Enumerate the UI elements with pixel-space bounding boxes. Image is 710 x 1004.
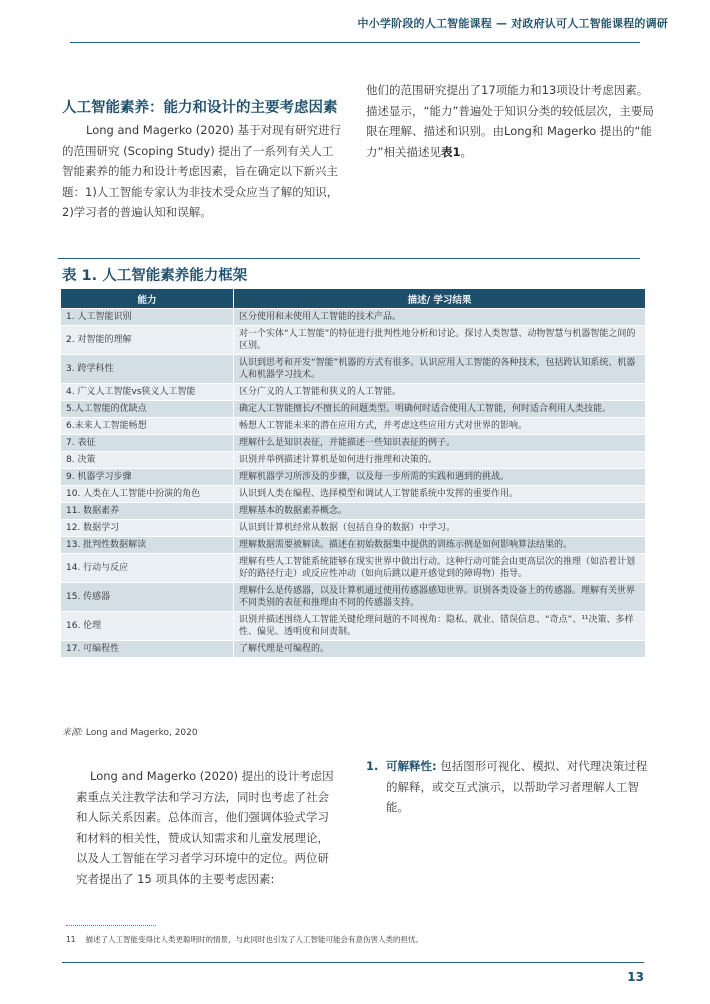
description-cell: 理解数据需要被解读。描述在初始数据集中提供的训练示例是如何影响算法结果的。: [234, 537, 646, 554]
description-cell: 理解什么是传感器，以及计算机通过使用传感器感知世界。识别各类设备上的传感器。理解有关世界不同类别的表征和推理由不同的传感器支持。: [234, 583, 646, 612]
design-paragraph: Long and Magerko (2020) 提出的设计考虑因素重点关注教学法和学习方法，同时也考虑了社会和人际关系因素。总体而言，他们强调体验式学习和材料的相关性，赞成认知需求和儿童发展理论，以及人工智能在学习者学习环境中的定位。两位研究者提出了 15 项具体的主要考虑因素:: [76, 769, 334, 886]
table-row: [61, 503, 646, 520]
source-label: 来源:: [62, 728, 84, 738]
competency-cell: 9. 机器学习步骤: [61, 469, 234, 486]
table-row: [61, 537, 646, 554]
list-item-number: 1.: [366, 759, 379, 773]
list-item: [366, 756, 656, 818]
description-cell: 认识到计算机经常从数据（包括自身的数据）中学习。: [234, 520, 646, 537]
footer-rule: [62, 962, 644, 963]
table-row: [61, 520, 646, 537]
competency-cell: 11. 数据素养: [61, 503, 234, 520]
competency-cell: 3. 跨学科性: [61, 355, 234, 384]
table-row: [61, 355, 646, 384]
table-header-row: [61, 289, 646, 309]
competency-cell: 6.未来人工智能畅想: [61, 418, 234, 435]
competency-cell: 1. 人工智能识别: [61, 309, 234, 326]
table-row: [61, 583, 646, 612]
running-header: 中小学阶段的人工智能课程 — 对政府认可人工智能课程的调研: [357, 17, 668, 30]
description-cell: 认识到思考和开发“智能”机器的方式有很多。认识应用人工智能的各种技术，包括跨认知系统、机器人和机器学习技术。: [234, 355, 646, 384]
table-row: [61, 486, 646, 503]
competency-cell: 7. 表征: [61, 435, 234, 452]
description-cell: 理解基本的数据素养概念。: [234, 503, 646, 520]
table-row: [61, 435, 646, 452]
competency-cell: 13. 批判性数据解读: [61, 537, 234, 554]
table-row: [61, 418, 646, 435]
description-cell: 理解机器学习所涉及的步骤，以及每一步所需的实践和遇到的挑战。: [234, 469, 646, 486]
competency-cell: 17. 可编程性: [61, 641, 234, 658]
description-cell: 区分使用和未使用人工智能的技术产品。: [234, 309, 646, 326]
competency-table: [60, 288, 646, 658]
description-cell: 对一个实体“人工智能”的特征进行批判性地分析和讨论。探讨人类智慧、动物智慧与机器智能之间的区别。: [234, 326, 646, 355]
competency-cell: 15. 传感器: [61, 583, 234, 612]
competency-cell: 5.人工智能的优缺点: [61, 401, 234, 418]
table-row: [61, 554, 646, 583]
header-description: 描述/ 学习结果: [234, 289, 646, 309]
table-row: [61, 384, 646, 401]
page-number: 13: [627, 970, 644, 984]
table-row: [61, 309, 646, 326]
table-title: 表 1. 人工智能素养能力框架: [62, 268, 248, 284]
list-item-title: 可解释性:: [386, 759, 437, 773]
competency-cell: 4. 广义人工智能vs狭义人工智能: [61, 384, 234, 401]
section-title: 人工智能素养：能力和设计的主要考虑因素: [62, 100, 338, 116]
table-row: [61, 401, 646, 418]
table-row: [61, 469, 646, 486]
competency-cell: 2. 对智能的理解: [61, 326, 234, 355]
competency-cell: 8. 决策: [61, 452, 234, 469]
footnote-text: 描述了人工智能变得比人类更聪明时的情景，与此同时也引发了人工智能可能会有意伤害人类的担忧。: [85, 935, 424, 944]
footnote-number: 11: [66, 935, 76, 944]
list-item-text: 包括图形可视化、模拟、对代理决策过程的解释，或交互式演示，以帮助学习者理解人工智能。: [386, 759, 648, 815]
footnote: [66, 934, 646, 945]
description-cell: 认识到人类在编程、选择模型和调试人工智能系统中发挥的重要作用。: [234, 486, 646, 503]
scope-text-pre: 他们的范围研究提出了17项能力和13项设计考虑因素。描述显示，“能力”普遍处于知识分类的较低层次，主要局限在理解、描述和识别。由Long和 Magerko 提出的“能力”相关描述见: [366, 83, 654, 159]
table-row: [61, 452, 646, 469]
description-cell: 畅想人工智能未来的潜在应用方式，并考虑这些应用方式对世界的影响。: [234, 418, 646, 435]
header-competency: 能力: [61, 289, 234, 309]
description-cell: 确定人工智能擅长/不擅长的问题类型。明确何时适合使用人工智能，何时适合利用人类技能。: [234, 401, 646, 418]
description-cell: 识别并描述围绕人工智能关键伦理问题的不同视角：隐私、就业、错误信息、“奇点”、¹¹决策、多样性、偏见、透明度和问责制。: [234, 612, 646, 641]
intro-paragraph: Long and Magerko (2020) 基于对现有研究进行的范围研究 (Scoping Study) 提出了一系列有关人工智能素养的能力和设计考虑因素，旨在确定以下新兴主题：1)人工智能专家认为非技术受众应当了解的知识，2)学习者的普遍认知和误解。: [62, 123, 342, 220]
footnote-rule: [66, 925, 156, 926]
competency-cell: 10. 人类在人工智能中扮演的角色: [61, 486, 234, 503]
table-reference: 表1: [440, 144, 461, 159]
competency-cell: 12. 数据学习: [61, 520, 234, 537]
table-row: [61, 612, 646, 641]
table-source: [62, 725, 198, 738]
description-cell: 识别并举例描述计算机是如何进行推理和决策的。: [234, 452, 646, 469]
competency-cell: 16. 伦理: [61, 612, 234, 641]
table-body: [61, 309, 646, 658]
competency-cell: 14. 行动与反应: [61, 554, 234, 583]
scope-paragraph: [366, 80, 658, 162]
description-cell: 理解什么是知识表征，并能描述一些知识表征的例子。: [234, 435, 646, 452]
description-cell: 理解有些人工智能系统能够在现实世界中做出行动。这种行动可能会由更高层次的推理（如沿着计划好的路径行走）或反应性冲动（如向后跳以避开感觉到的障碍物）指导。: [234, 554, 646, 583]
table-top-rule: [58, 258, 640, 259]
table-row: [61, 641, 646, 658]
header-rule: [70, 42, 640, 43]
source-text: Long and Magerko, 2020: [83, 728, 198, 738]
description-cell: 了解代理是可编程的。: [234, 641, 646, 658]
scope-text-post: 。: [460, 144, 472, 159]
description-cell: 区分广义的人工智能和狭义的人工智能。: [234, 384, 646, 401]
table-row: [61, 326, 646, 355]
